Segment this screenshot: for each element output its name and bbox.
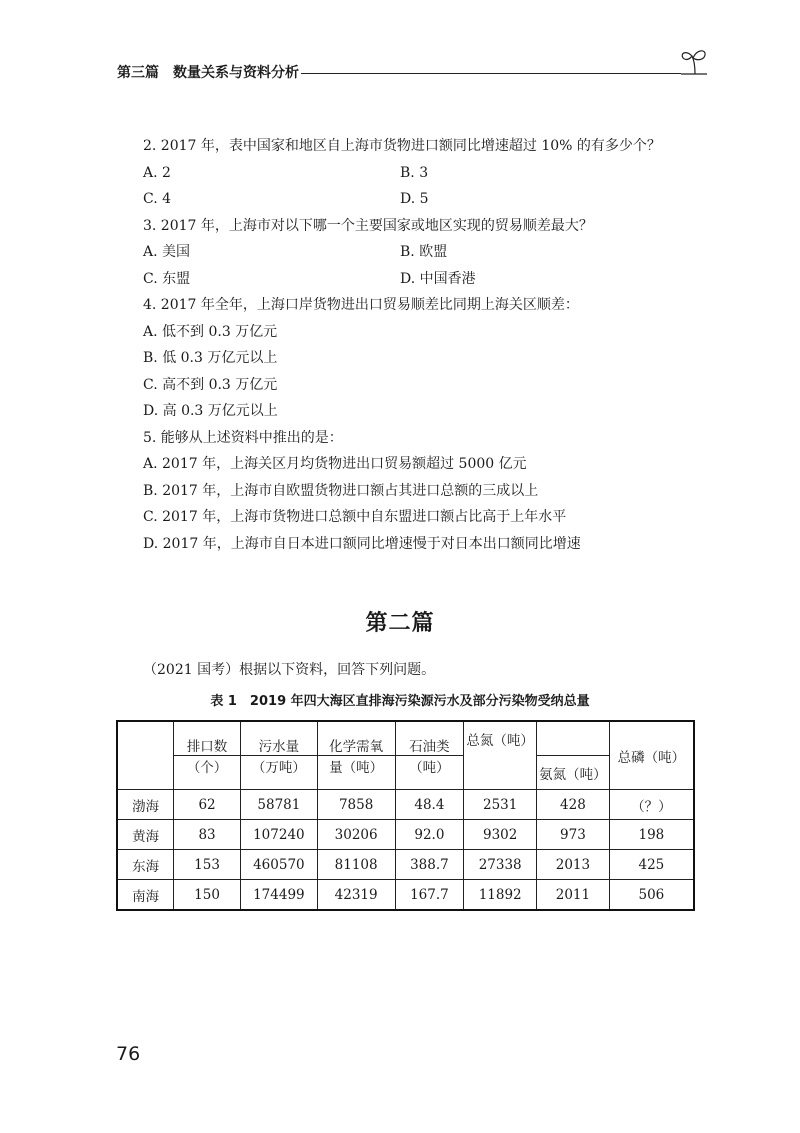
cell-tp: （？） <box>609 790 694 820</box>
q3-options-row1 <box>143 239 703 266</box>
q3-option-d: D. 中国香港 <box>400 270 476 287</box>
q2-option-c: C. 4 <box>143 191 172 207</box>
header-outlets: 排口数 <box>174 721 241 756</box>
q3-option-b: B. 欧盟 <box>400 244 448 260</box>
q3-option-a: A. 美国 <box>143 244 191 260</box>
cell-tp: 425 <box>609 850 694 880</box>
header-oil: 石油类 <box>395 721 464 756</box>
cell-sewage: 174499 <box>240 880 317 911</box>
cell-cod: 30206 <box>317 820 395 850</box>
cell-tn: 2531 <box>464 790 537 820</box>
cell-nh3: 2011 <box>537 880 610 911</box>
cell-outlets: 153 <box>174 850 241 880</box>
row-sea: 南海 <box>117 880 174 911</box>
q4-option-c: C. 高不到 0.3 万亿元 <box>143 376 278 393</box>
cell-tn: 9302 <box>464 820 537 850</box>
q2-option-b: B. 3 <box>400 164 429 181</box>
table-row <box>117 820 694 850</box>
row-sea: 黄海 <box>117 820 174 850</box>
cell-nh3: 973 <box>537 820 610 850</box>
q2-option-d: D. 5 <box>400 191 429 207</box>
q4-option-b: B. 低 0.3 万亿元以上 <box>143 350 278 366</box>
pollution-table <box>116 720 695 911</box>
row-sea: 渤海 <box>117 790 174 820</box>
q5-option-b: B. 2017 年，上海市自欧盟货物进口额占其进口总额的三成以上 <box>143 482 539 499</box>
q2-options-row2 <box>143 186 703 213</box>
cell-sewage: 107240 <box>240 820 317 850</box>
header-cod: 化学需氧 <box>317 721 395 756</box>
table-row <box>117 850 694 880</box>
header-total-phosphorus: 总磷（吨） <box>609 721 694 790</box>
part-title: 第二篇 <box>365 610 435 636</box>
header-blank-nh3 <box>537 721 610 756</box>
table-header-row-2 <box>117 756 694 790</box>
cell-oil: 388.7 <box>395 850 464 880</box>
cell-sewage: 460570 <box>240 850 317 880</box>
q5-option-a: A. 2017 年，上海关区月均货物进出口贸易额超过 5000 亿元 <box>143 456 527 472</box>
q5-option-c: C. 2017 年，上海市货物进口总额中自东盟进口额占比高于上年水平 <box>143 509 567 525</box>
q3-option-c: C. 东盟 <box>143 270 191 287</box>
cell-tn: 11892 <box>464 880 537 911</box>
cell-tp: 506 <box>609 880 694 911</box>
page-number: 76 <box>116 1043 141 1065</box>
table-header-row <box>117 721 694 756</box>
cell-tn: 27338 <box>464 850 537 880</box>
cell-outlets: 150 <box>174 880 241 911</box>
cell-cod: 81108 <box>317 850 395 880</box>
header-total-nitrogen: 总氮（吨） <box>464 721 537 756</box>
cell-nh3: 2013 <box>537 850 610 880</box>
header-blank-tn <box>464 756 537 790</box>
table-title: 表 1 2019 年四大海区直排海污染源污水及部分污染物受纳总量 <box>210 694 590 709</box>
sprout-icon <box>677 46 711 76</box>
q5-option-d: D. 2017 年，上海市自日本进口额同比增速慢于对日本出口额同比增速 <box>143 535 581 552</box>
material-intro: （2021 国考）根据以下资料，回答下列问题。 <box>143 662 436 678</box>
question-list <box>143 133 703 557</box>
q3-stem: 3. 2017 年，上海市对以下哪一个主要国家或地区实现的贸易顺差最大？ <box>143 217 593 234</box>
header-sewage: 污水量 <box>240 721 317 756</box>
table-row <box>117 790 694 820</box>
header-oil-unit: （吨） <box>395 756 464 790</box>
q2-options-row1 <box>143 160 703 187</box>
header-ammonia-nitrogen: 氨氮（吨） <box>537 756 610 790</box>
row-sea: 东海 <box>117 850 174 880</box>
cell-outlets: 62 <box>174 790 241 820</box>
cell-oil: 92.0 <box>395 820 464 850</box>
cell-outlets: 83 <box>174 820 241 850</box>
section-title: 第三篇 数量关系与资料分析 <box>117 65 299 81</box>
header-outlets-unit: （个） <box>174 756 241 790</box>
cell-nh3: 428 <box>537 790 610 820</box>
q4-option-d: D. 高 0.3 万亿元以上 <box>143 403 278 419</box>
header-sewage-unit: （万吨） <box>240 756 317 790</box>
cell-oil: 167.7 <box>395 880 464 911</box>
q3-options-row2 <box>143 266 703 293</box>
cell-cod: 7858 <box>317 790 395 820</box>
cell-tp: 198 <box>609 820 694 850</box>
header-blank <box>117 721 174 790</box>
cell-oil: 48.4 <box>395 790 464 820</box>
q5-stem: 5. 能够从上述资料中推出的是： <box>143 429 343 446</box>
table-row <box>117 880 694 911</box>
q2-stem: 2. 2017 年，表中国家和地区自上海市货物进口额同比增速超过 10% 的有多少个？ <box>143 138 661 154</box>
header-rule <box>301 73 681 74</box>
q4-stem: 4. 2017 年全年，上海口岸货物进出口贸易顺差比同期上海关区顺差： <box>143 297 579 313</box>
cell-sewage: 58781 <box>240 790 317 820</box>
header-cod-unit: 量（吨） <box>317 756 395 790</box>
running-header <box>117 60 697 84</box>
q4-option-a: A. 低不到 0.3 万亿元 <box>143 323 278 340</box>
q2-option-a: A. 2 <box>143 164 171 181</box>
cell-cod: 42319 <box>317 880 395 911</box>
